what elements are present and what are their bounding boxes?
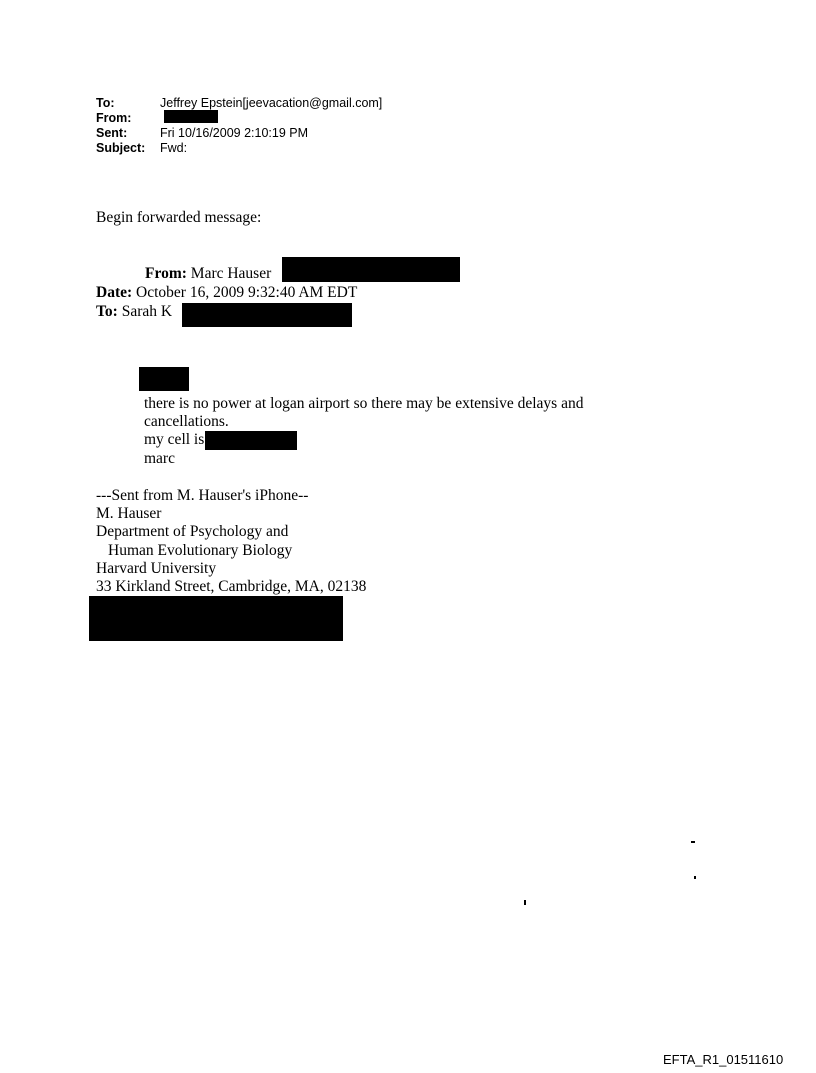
- to-label: To:: [96, 96, 115, 110]
- signature-line-2: M. Hauser: [96, 505, 162, 522]
- fwd-from-label: From:: [145, 265, 187, 282]
- subject-label: Subject:: [96, 141, 146, 155]
- document-id: EFTA_R1_01511610: [663, 1052, 784, 1067]
- fwd-from-value: Marc Hauser: [190, 265, 272, 282]
- fwd-from-line: [145, 265, 271, 283]
- redaction-phone: [205, 431, 297, 450]
- fwd-to-label: To:: [96, 303, 118, 320]
- message-line-1: there is no power at logan airport so there may be extensive delays and: [144, 395, 584, 412]
- message-line-2: cancellations.: [144, 413, 229, 430]
- sent-value: Fri 10/16/2009 2:10:19 PM: [160, 126, 309, 140]
- subject-value: Fwd:: [160, 141, 188, 155]
- signature-line-6: 33 Kirkland Street, Cambridge, MA, 02138: [96, 578, 367, 595]
- redaction-from: [164, 110, 218, 123]
- to-value: Jeffrey Epstein[jeevacation@gmail.com]: [160, 96, 383, 110]
- scan-speck: [694, 876, 696, 879]
- message-line-4: marc: [144, 450, 175, 467]
- fwd-date-line: [96, 284, 357, 302]
- fwd-date-label: Date:: [96, 284, 133, 301]
- scan-speck: [691, 841, 695, 843]
- message-line-3: my cell is: [144, 431, 205, 448]
- from-label: From:: [96, 111, 132, 125]
- signature-line-1: ---Sent from M. Hauser's iPhone--: [96, 487, 309, 504]
- scan-speck: [524, 900, 526, 905]
- redaction-greeting: [139, 367, 189, 391]
- fwd-to-value: Sarah K: [121, 303, 173, 320]
- redaction-signature-contact: [89, 596, 343, 641]
- forward-intro: Begin forwarded message:: [96, 209, 262, 226]
- fwd-to-line: [96, 303, 172, 321]
- signature-line-3: Department of Psychology and: [96, 523, 289, 540]
- sent-label: Sent:: [96, 126, 128, 140]
- fwd-date-value: October 16, 2009 9:32:40 AM EDT: [136, 284, 358, 301]
- redaction-fwd-to-email: [182, 303, 352, 327]
- signature-line-5: Harvard University: [96, 560, 217, 577]
- signature-line-4: Human Evolutionary Biology: [108, 542, 293, 559]
- redaction-fwd-from-email: [282, 257, 460, 282]
